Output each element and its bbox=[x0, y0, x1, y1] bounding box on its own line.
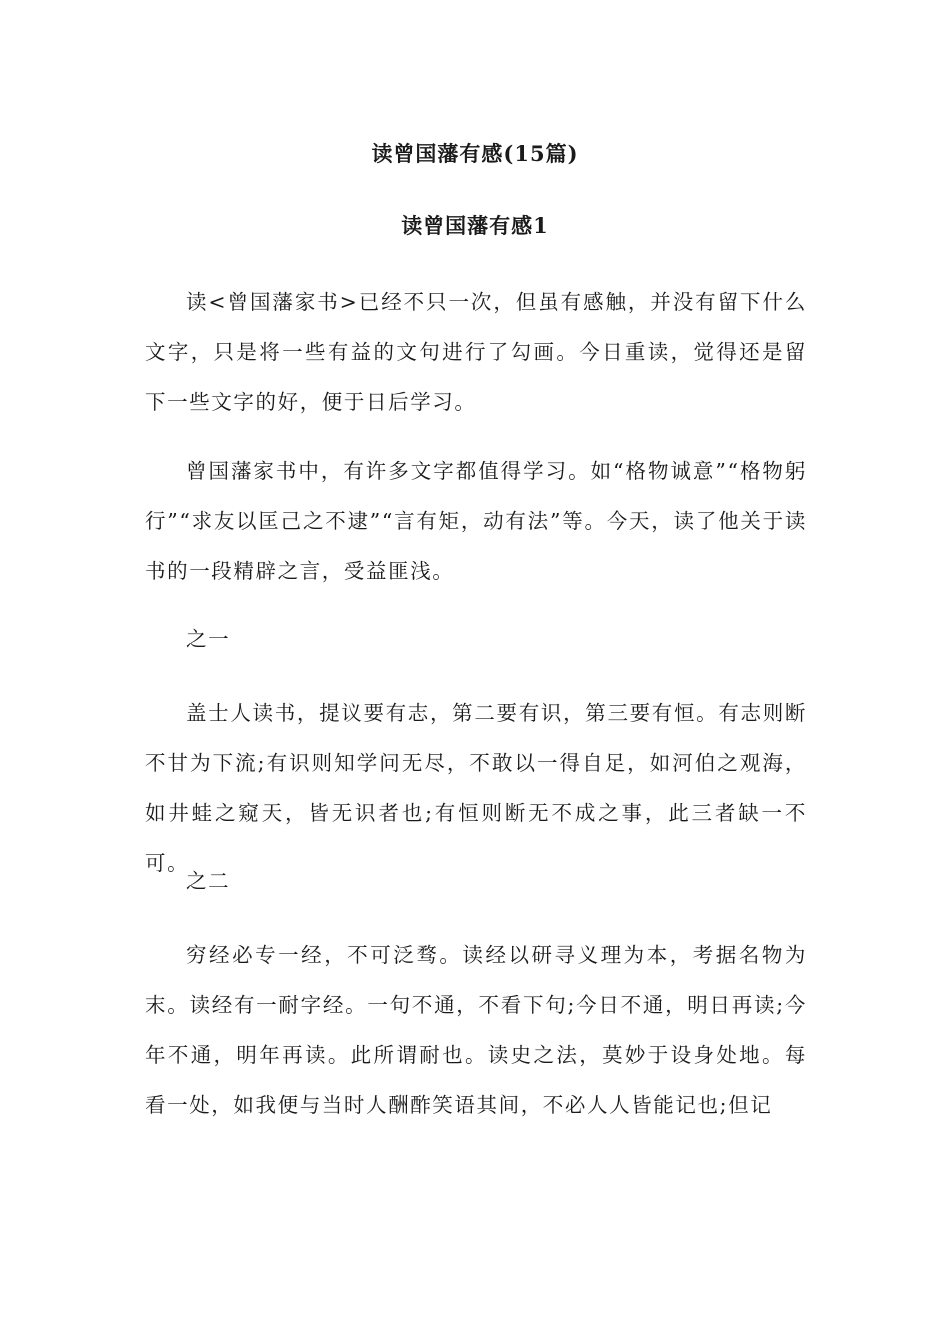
subheading-block bbox=[145, 614, 807, 664]
subheading-block bbox=[145, 856, 807, 906]
subheading: 之二 bbox=[186, 869, 231, 893]
paragraph-block bbox=[145, 930, 807, 1130]
section-title: 读曾国藩有感1 bbox=[401, 213, 549, 238]
paragraph: 穷经必专一经，不可泛骛。读经以研寻义理为本，考据名物为末。读经有一耐字经。一句不通，不看下句;今日不通，明日再读;今年不通，明年再读。此所谓耐也。读史之法，莫妙于设身处地。每看一处，如我便与当时人酬酢笑语其间，不必人人皆能记也;但记 bbox=[145, 943, 807, 1117]
subheading: 之一 bbox=[186, 627, 231, 651]
paragraph-block bbox=[145, 277, 807, 427]
paragraph: 读<曾国藩家书>已经不只一次，但虽有感触，并没有留下什么文字，只是将一些有益的文句进行了勾画。今日重读，觉得还是留下一些文字的好，便于日后学习。 bbox=[145, 290, 807, 414]
paragraph-block bbox=[145, 446, 807, 596]
paragraph: 曾国藩家书中，有许多文字都值得学习。如“格物诚意”“格物躬行”“求友以匡己之不逮”“言有矩，动有法”等。今天，读了他关于读书的一段精辟之言，受益匪浅。 bbox=[145, 459, 807, 583]
paragraph: 盖士人读书，提议要有志，第二要有识，第三要有恒。有志则断不甘为下流;有识则知学问无尽，不敢以一得自足，如河伯之观海，如井蛙之窥天，皆无识者也;有恒则断无不成之事，此三者缺一不可。 bbox=[145, 701, 807, 875]
document-title: 读曾国藩有感(15篇) bbox=[371, 141, 579, 166]
